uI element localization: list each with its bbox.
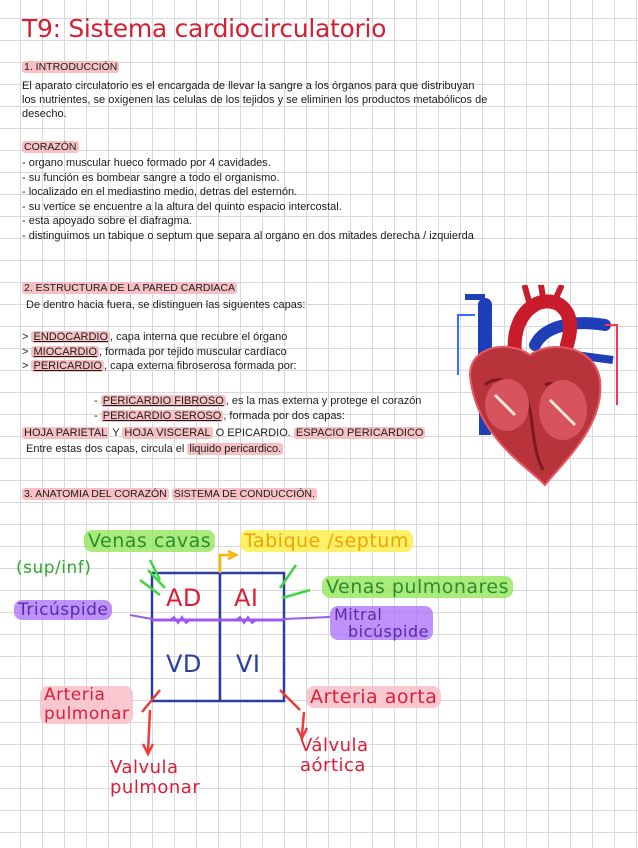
- list-item: - esta apoyado sobre el diafragma.: [22, 215, 192, 228]
- label-arteria-aorta: Arteria aorta: [306, 686, 441, 708]
- liquido-line: Entre estas dos capas, circula el liquido pericardico.: [26, 443, 282, 455]
- label-sup-inf: (sup/inf): [16, 558, 92, 578]
- list-item: > MIOCARDIO , formada por tejido muscular cardíaco: [22, 345, 287, 358]
- chamber-ad: AD: [166, 584, 202, 612]
- label-arteria-pulmonar: Arteria pulmonar: [40, 686, 133, 724]
- list-item: - su función es bombear sangre a todo el organismo.: [22, 171, 280, 184]
- chamber-vd: VD: [166, 650, 202, 678]
- label-venas-pulmonares: Venas pulmonares: [322, 576, 513, 598]
- intro-paragraph: El aparato circulatorio es el encargada de llevar la sangre a los órganos para que distribuyan los nutrientes, se oxigenen las celulas de los tejidos y se eliminen los productos metabólicos de desecho.: [22, 80, 488, 120]
- chamber-vi: VI: [236, 650, 261, 678]
- section-heading-estructura: 2. ESTRUCTURA DE LA PARED CARDIACA: [24, 282, 236, 294]
- list-item: > ENDOCARDIO , capa interna que recubre el órgano: [22, 331, 288, 343]
- hojas-line: HOJA PARIETAL Y HOJA VISCERAL O EPICARDIO. ESPACIO PERICARDICO: [24, 427, 424, 439]
- label-venas-cavas: Venas cavas: [84, 530, 215, 552]
- list-item: - distinguimos un tabique o septum que separa al organo en dos mitades derecha / izquierda: [22, 229, 474, 242]
- section-heading-corazon: CORAZÓN: [24, 141, 77, 153]
- list-item: - organo muscular hueco formado por 4 cavidades.: [22, 157, 271, 169]
- section-heading-anatomia: 3. ANATOMIA DEL CORAZÓN SISTEMA DE CONDUCCIÓN.: [24, 488, 315, 500]
- label-valvula-aortica: Válvula aórtica: [300, 735, 369, 776]
- list-item: - PERICARDIO SEROSO , formada por dos capas:: [94, 409, 345, 422]
- list-item: - localizado en el mediastino medio, detras del esternón.: [22, 186, 298, 199]
- label-mitral: Mitral bicúspide: [330, 606, 433, 640]
- list-item: - su vertice se encuentre a la altura del quinto espacio intercostal.: [22, 200, 342, 213]
- chamber-ai: AI: [234, 584, 259, 612]
- estructura-intro: De dentro hacia fuera, se distinguen las siguentes capas:: [26, 299, 306, 311]
- label-tricuspide: Tricúspide: [14, 600, 112, 620]
- label-tabique-septum: Tabique /septum: [240, 530, 413, 552]
- label-valvula-pulmonar: Valvula pulmonar: [110, 757, 201, 798]
- page-title: T9: Sistema cardiocirculatorio: [22, 14, 387, 43]
- list-item: - PERICARDIO FIBROSO , es la mas externa y protege el corazón: [94, 395, 422, 407]
- section-heading-introduccion: 1. INTRODUCCIÓN: [24, 61, 118, 73]
- list-item: > PERICARDIO , capa externa fibroserosa formada por:: [22, 360, 297, 373]
